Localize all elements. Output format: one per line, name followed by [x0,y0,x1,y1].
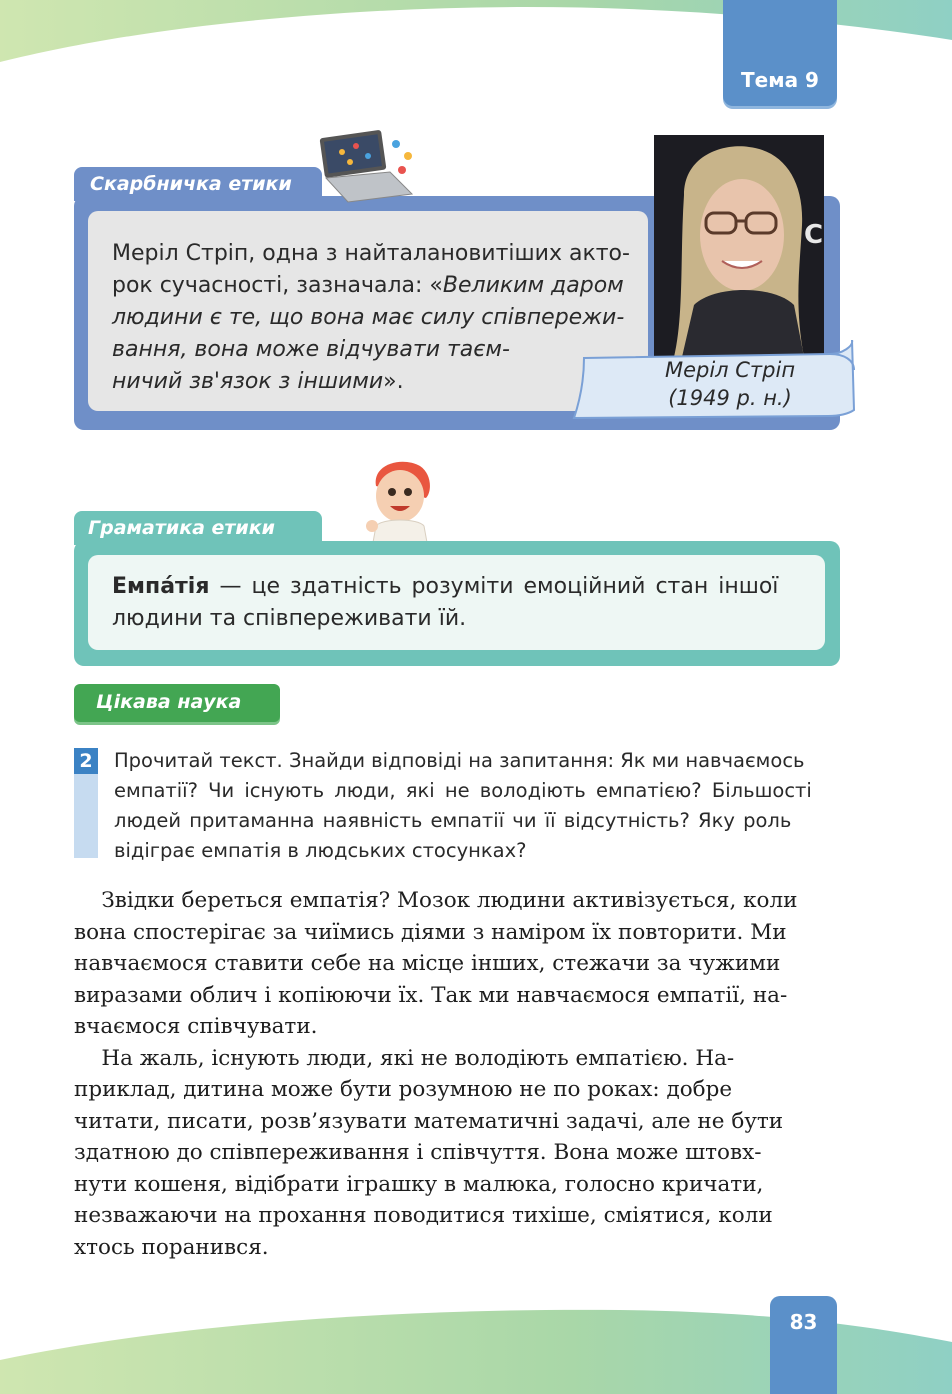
body-text [74,885,840,1263]
portrait-photo [654,135,824,357]
quote-text [112,238,632,398]
body-line: нути кошеня, відібрати іграшку в малюка, голосно кричати, [74,1171,764,1197]
interesting-science-label [74,684,280,722]
task-line: Прочитай текст. Знайди відповіді на запитання: Як ми навчаємось [114,749,805,772]
body-line: приклад, дитина може бути розумною не по роках: добре [74,1077,733,1102]
ethics-grammar-title-tab [74,511,322,545]
task-line: відіграє емпатія в людських стосунках? [114,839,527,862]
body-line: здатною до співпереживання і співчуття. Вона може штовх- [74,1140,762,1165]
body-line: читати, писати, розв’язувати математичні задачі, але не бути [74,1108,784,1134]
caption-years: (1949 р. н.) [668,386,792,410]
page-number: 83 [789,1310,818,1334]
body-line: На жаль, існують люди, які не володіють емпатією. На- [74,1045,735,1071]
task-number: 2 [74,748,98,774]
page-number-tab [770,1296,837,1394]
body-line: вона спостерігає за чиїмись діями з наміром їх повторити. Ми [74,919,787,945]
quote-line: рок сучасності, зазначала: «Великим даром [112,273,624,298]
topic-tab [723,0,837,106]
ethics-treasury-title-tab [74,167,322,201]
task-line: людей притаманна наявність емпатії чи її відсутність? Яку роль [114,809,792,832]
definition-line: Емпа́тія — це здатність розуміти емоційний стан іншої [112,574,779,599]
body-line: виразами облич і копіюючи їх. Так ми навчаємося емпатії, на- [74,982,788,1008]
task-text [114,746,840,866]
quote-line: людини є те, що вона має силу співпережи- [112,305,625,330]
quote-line: Меріл Стріп, одна з найталановитіших акто- [112,241,630,266]
topic-label: Тема 9 [741,68,819,92]
definition-term: Емпа́тія [112,574,210,599]
svg-text:C: C [804,220,824,250]
definition-text [112,571,804,635]
quote-line: ничий зв'язок з іншими». [112,369,404,394]
task-line: емпатії? Чи існують люди, які не володіють емпатією? Більшості [114,779,812,802]
quote-line: вання, вона може відчувати таєм- [112,337,510,362]
child-character-icon [362,456,438,548]
body-line: навчаємося ставити себе на місце інших, стежачи за чужими [74,951,781,976]
portrait-caption [640,356,820,412]
interesting-science-text: Цікава наука [96,691,242,713]
caption-name: Меріл Стріп [664,358,796,382]
definition-line: людини та співпереживати їй. [112,606,467,631]
laptop-emoji-icon [312,126,418,208]
body-line: незважаючи на прохання поводитися тихіше, сміятися, коли [74,1203,773,1228]
ethics-grammar-title: Граматика етики [88,517,275,539]
body-line: хтось поранився. [74,1234,269,1260]
body-line: Звідки береться емпатія? Мозок людини активізується, коли [74,888,798,913]
ethics-treasury-title: Скарбничка етики [90,173,292,195]
body-line: вчаємося співчувати. [74,1014,318,1039]
